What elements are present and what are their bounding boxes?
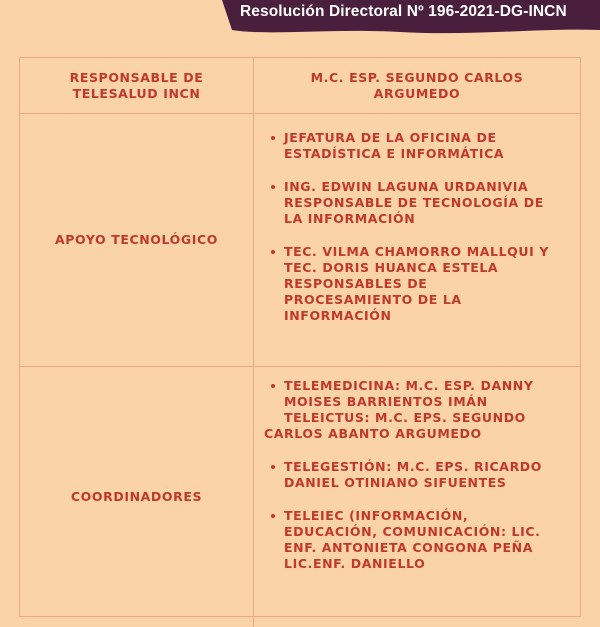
coordinadores-label-cell [20,367,254,627]
header-right-cell [254,58,580,113]
table-row-coordinadores [20,367,580,627]
list-item [254,378,554,442]
responsable-label: RESPONSABLE DE TELESALUD INCN [69,69,204,101]
teleictus-text-cont: CARLOS ABANTO ARGUMEDO [264,426,482,441]
telemedicina-text: TELEMEDICINA: M.C. ESP. DANNY MOISES BARRIENTOS IMÁN [284,378,534,409]
list-item: TELEGESTIÓN: M.C. EPS. RICARDO DANIEL OTINIANO SIFUENTES [254,459,554,491]
telesalud-table [19,57,581,617]
table-row-header [20,58,580,114]
responsable-name: M.C. ESP. SEGUNDO CARLOS ARGUMEDO [310,69,524,101]
apoyo-label-cell [20,114,254,366]
teleictus-text: TELEICTUS: M.C. EPS. SEGUNDO [284,410,526,425]
apoyo-list-cell [254,114,580,366]
header-banner [0,0,600,40]
coordinadores-label: COORDINADORES [70,489,203,504]
resolution-title: Resolución Directoral Nº 196-2021-DG-INCN [240,3,567,20]
list-item: TEC. VILMA CHAMORRO MALLQUI Y TEC. DORIS HUANCA ESTELA RESPONSABLES DE PROCESAMIENTO DE LA INFORMACIÓN [254,244,554,324]
apoyo-list [254,114,554,324]
coordinadores-list [254,367,554,572]
list-item: ING. EDWIN LAGUNA URDANIVIA RESPONSABLE DE TECNOLOGÍA DE LA INFORMACIÓN [254,179,554,227]
coordinadores-list-cell [254,367,580,627]
header-left-cell [20,58,254,113]
list-item: JEFATURA DE LA OFICINA DE ESTADÍSTICA E INFORMÁTICA [254,130,554,162]
table-row-apoyo [20,114,580,367]
apoyo-label: APOYO TECNOLÓGICO [55,232,218,247]
list-item: TELEIEC (INFORMACIÓN, EDUCACIÓN, COMUNICACIÓN: LIC. ENF. ANTONIETA CONGONA PEÑA LIC.ENF. DANIELLO [254,508,554,572]
